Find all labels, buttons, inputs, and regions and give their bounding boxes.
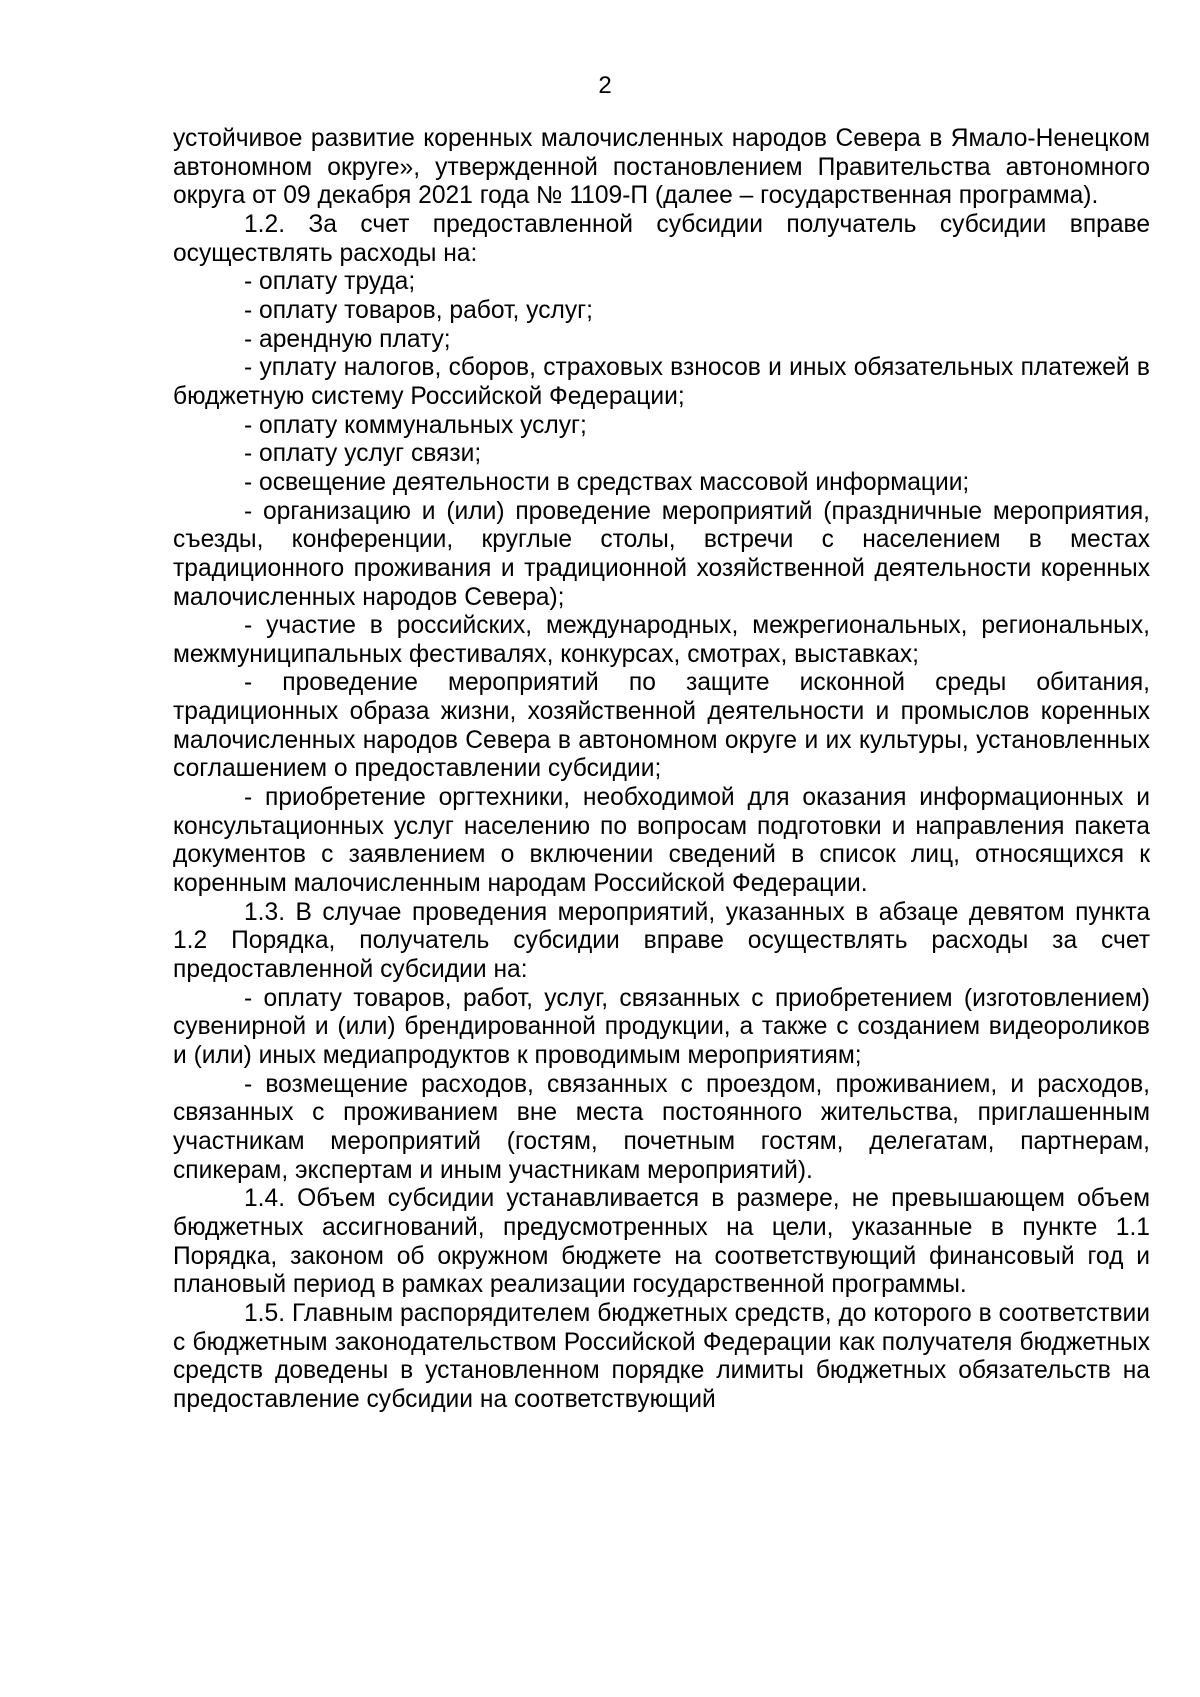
list-item-travel-reimbursement: - возмещение расходов, связанных с проездом, проживанием, и расходов, связанных с проживанием вне места постоянного жительства, приглашенным участникам мероприятий (гостям, почетным гостям, делегатам, партнерам, спикерам, экспертам и иным участникам мероприятий).	[173, 1070, 1150, 1184]
list-item-events: - организацию и (или) проведение мероприятий (праздничные мероприятия, съезды, конференции, круглые столы, встречи с населением в местах традиционного проживания и традиционной хозяйственной деятельности коренных малочисленных народов Севера);	[173, 497, 1150, 611]
list-item-festivals: - участие в российских, международных, межрегиональных, региональных, межмуниципальных фестивалях, конкурсах, смотрах, выставках;	[173, 612, 1150, 668]
list-item-souvenirs: - оплату товаров, работ, услуг, связанных с приобретением (изготовлением) сувенирной и (или) брендированной продукции, а также с созданием видеороликов и (или) иных медиапродуктов к проводимым мероприятиям;	[173, 984, 1150, 1069]
list-item-labor: - оплату труда;	[244, 268, 416, 296]
list-item-rent: - арендную плату;	[244, 325, 451, 353]
paragraph-1-3: 1.3. В случае проведения мероприятий, указанных в абзаце девятом пункта 1.2 Порядка, получатель субсидии вправе осуществлять расходы за счет предоставленной субсидии на:	[173, 898, 1150, 984]
document-body	[173, 125, 1150, 1415]
list-item-taxes: - уплату налогов, сборов, страховых взносов и иных обязательных платежей в бюджетную систему Российской Федерации;	[173, 354, 1150, 410]
paragraph-1-2: 1.2. За счет предоставленной субсидии получатель субсидии вправе осуществлять расходы на:	[173, 210, 1150, 267]
list-item-habitat-protection: - проведение мероприятий по защите исконной среды обитания, традиционных образа жизни, хозяйственной деятельности и промыслов коренных малочисленных народов Севера в автономном округе и их культуры, установленных соглашением о предоставлении субсидии;	[173, 669, 1150, 783]
paragraph-1-1-continuation: устойчивое развитие коренных малочисленных народов Севера в Ямало-Ненецком автономном округе», утвержденной постановлением Правительства автономного округа от 09 декабря 2021 года № 1109-П (далее – государственная программа).	[173, 125, 1150, 210]
list-item-goods-works-services: - оплату товаров, работ, услуг;	[244, 296, 593, 324]
page-number: 2	[598, 72, 612, 99]
list-item-office-equipment: - приобретение оргтехники, необходимой для оказания информационных и консультационных услуг населению по вопросам подготовки и направления пакета документов с заявлением о включении сведений в список лиц, относящихся к коренным малочисленным народам Российской Федерации.	[173, 784, 1150, 898]
paragraph-1-4: 1.4. Объем субсидии устанавливается в размере, не превышающем объем бюджетных ассигнований, предусмотренных на цели, указанные в пункте 1.1 Порядка, законом об окружном бюджете на соответствующий финансовый год и плановый период в рамках реализации государственной программы.	[173, 1185, 1150, 1299]
list-item-media-coverage: - освещение деятельности в средствах массовой информации;	[244, 468, 970, 496]
paragraph-1-5: 1.5. Главным распорядителем бюджетных средств, до которого в соответствии с бюджетным законодательством Российской Федерации как получателя бюджетных средств доведены в установленном порядке лимиты бюджетных обязательств на предоставление субсидии на соответствующий	[173, 1299, 1150, 1413]
list-item-utilities: - оплату коммунальных услуг;	[244, 411, 587, 439]
list-item-communication: - оплату услуг связи;	[244, 440, 482, 468]
